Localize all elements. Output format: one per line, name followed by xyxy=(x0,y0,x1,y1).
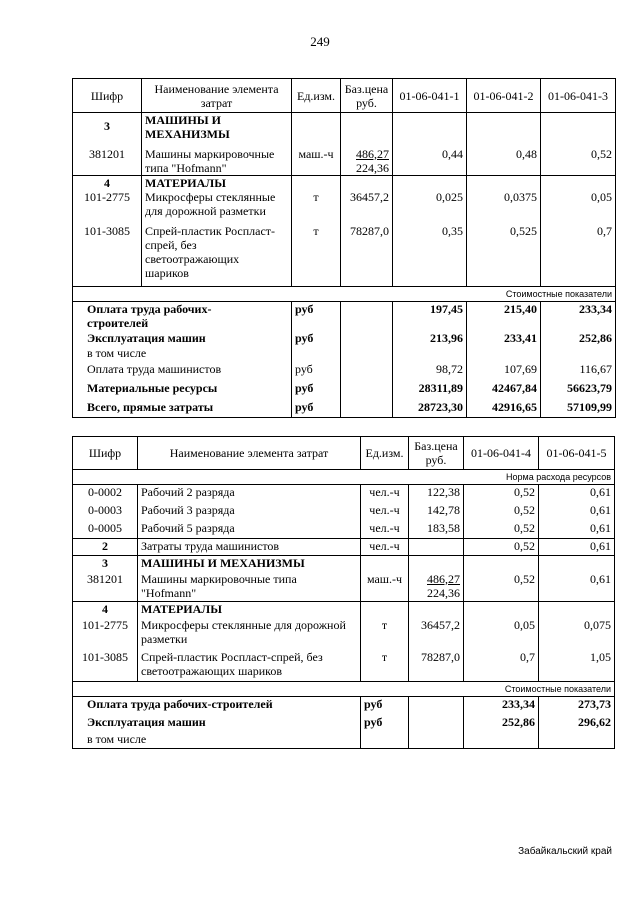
table-row: 2 Затраты труда машинистов чел.-ч 0,52 0,61 xyxy=(73,539,615,556)
table-row: 101-3085 Спрей-пластик Роспласт-спрей, без светоотражающих шариков т 78287,0 0,7 1,05 xyxy=(73,650,615,682)
section-row-materials: 4 МАТЕРИАЛЫ xyxy=(73,602,615,618)
resource-table-2 xyxy=(72,436,615,749)
price-header: Баз.цена руб. xyxy=(409,437,464,470)
summary-row: Оплата труда рабочих- строителей руб 197,45 215,40 233,34 xyxy=(73,301,616,331)
price-header: Баз.цена руб. xyxy=(341,79,393,113)
table-row: 0-0005 Рабочий 5 разряда чел.-ч 183,58 0,52 0,61 xyxy=(73,521,615,539)
col-header-1: 01-06-041-1 xyxy=(393,79,467,113)
col-header-4: 01-06-041-4 xyxy=(464,437,539,470)
summary-row: в том числе xyxy=(73,732,615,749)
norm-label-row xyxy=(73,470,615,485)
table-row: 381201 Машины маркировочные типа "Hofmann" маш.-ч 486,27 224,36 0,44 0,48 0,52 xyxy=(73,147,616,176)
region-footer: Забайкальский край xyxy=(518,846,612,857)
section-row-machines xyxy=(73,113,616,147)
section-title: МАШИНЫ И МЕХАНИЗМЫ xyxy=(142,113,292,147)
cost-indicators-row xyxy=(73,286,616,301)
summary-row: в том числе xyxy=(73,346,616,362)
col-header-3: 01-06-041-3 xyxy=(541,79,616,113)
section-row-materials: 4 МАТЕРИАЛЫ xyxy=(73,175,616,190)
name-header: Наименование элемента затрат xyxy=(138,437,361,470)
summary-row: Оплата труда рабочих-строителей руб 233,34 273,73 xyxy=(73,697,615,715)
cost-indicators-label: Стоимостные показатели xyxy=(73,286,616,301)
summary-row: Материальные ресурсы руб 28311,89 42467,84 56623,79 xyxy=(73,381,616,400)
section-number: 3 xyxy=(73,113,142,147)
name-header: Наименование элемента затрат xyxy=(142,79,292,113)
page-number: 249 xyxy=(310,34,330,49)
table-row: 101-2775 Микросферы стеклянные для дорожной разметки т 36457,2 0,025 0,0375 0,05 xyxy=(73,190,616,224)
norm-label: Норма расхода ресурсов xyxy=(73,470,615,485)
table-header-row xyxy=(73,437,615,470)
section-row-machines: 3 МАШИНЫ И МЕХАНИЗМЫ xyxy=(73,556,615,572)
table-row: 101-3085 Спрей-пластик Роспласт- спрей, без светоотражающих шариков т 78287,0 0,35 0,525 0,7 xyxy=(73,224,616,286)
summary-row: Оплата труда машинистов руб 98,72 107,69 116,67 xyxy=(73,362,616,381)
table-row: 381201 Машины маркировочные типа "Hofmann" маш.-ч 486,27 224,36 0,52 0,61 xyxy=(73,572,615,602)
unit-header: Ед.изм. xyxy=(361,437,409,470)
table-row: 101-2775 Микросферы стеклянные для дорожной разметки т 36457,2 0,05 0,075 xyxy=(73,618,615,650)
summary-row: Всего, прямые затраты руб 28723,30 42916,65 57109,99 xyxy=(73,400,616,417)
unit-header: Ед.изм. xyxy=(292,79,341,113)
summary-row: Эксплуатация машин руб 252,86 296,62 xyxy=(73,715,615,732)
code-header: Шифр xyxy=(73,79,142,113)
summary-row: Эксплуатация машин руб 213,96 233,41 252,86 xyxy=(73,331,616,346)
col-header-5: 01-06-041-5 xyxy=(539,437,615,470)
table-row: 0-0002 Рабочий 2 разряда чел.-ч 122,38 0,52 0,61 xyxy=(73,485,615,503)
table-row: 0-0003 Рабочий 3 разряда чел.-ч 142,78 0,52 0,61 xyxy=(73,503,615,521)
cost-indicators-row xyxy=(73,682,615,697)
code-header: Шифр xyxy=(73,437,138,470)
resource-table-1 xyxy=(72,78,616,418)
col-header-2: 01-06-041-2 xyxy=(467,79,541,113)
table-header-row xyxy=(73,79,616,113)
cost-indicators-label: Стоимостные показатели xyxy=(73,682,615,697)
